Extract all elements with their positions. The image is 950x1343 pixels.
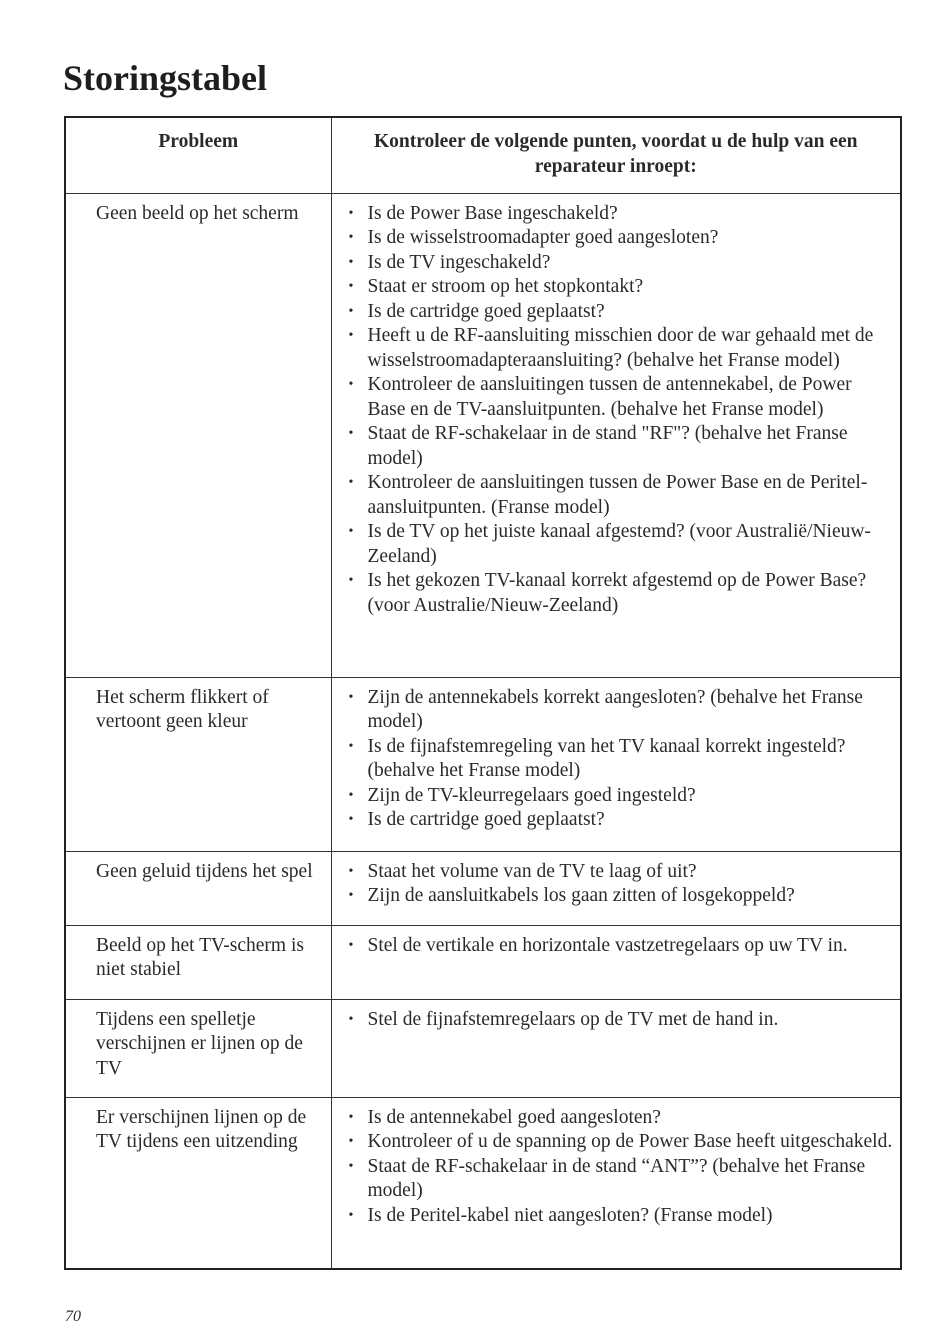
bullet-icon: • [348, 279, 354, 294]
table-row [65, 1097, 901, 1269]
check-item [346, 1106, 895, 1131]
check-item [346, 373, 895, 422]
check-text: Stel de fijnafstemregelaars op de TV met de hand in. [367, 1008, 779, 1030]
check-text: Staat de RF-schakelaar in de stand “ANT”? (behalve het Franse model) [367, 1155, 866, 1201]
problem-cell: Geen geluid tijdens het spel [65, 851, 331, 925]
check-item [346, 934, 895, 959]
problem-cell: Tijdens een spelletje verschijnen er lijnen op de TV [65, 999, 331, 1097]
table-header-row [65, 117, 901, 193]
check-item [346, 324, 895, 373]
check-item [346, 1204, 895, 1229]
check-text: Is de fijnafstemregeling van het TV kanaal korrekt ingesteld? (behalve het Franse model) [367, 735, 846, 781]
check-item [346, 1155, 895, 1204]
check-list [346, 202, 895, 619]
bullet-icon: • [348, 863, 354, 879]
bullet-icon: • [348, 937, 354, 953]
bullet-icon: • [348, 230, 354, 245]
check-list [346, 1008, 895, 1033]
problem-cell: Geen beeld op het scherm [65, 193, 331, 677]
bullet-icon: • [348, 787, 354, 803]
check-text: Kontroleer de aansluitingen tussen de Power Base en de Peritel-aansluitpunten. (Franse model) [367, 472, 868, 518]
page-number: 70 [65, 1308, 81, 1325]
column-header-problem: Probleem [65, 117, 331, 193]
check-text: Zijn de antennekabels korrekt aangesloten? (behalve het Franse model) [367, 686, 863, 732]
troubleshooting-table [64, 116, 902, 1270]
bullet-icon: • [348, 812, 354, 827]
bullet-icon: • [348, 689, 354, 705]
check-item [346, 202, 895, 227]
table-row [65, 677, 901, 851]
check-list [346, 934, 895, 959]
check-item [346, 1130, 895, 1155]
check-text: Is de cartridge goed geplaatst? [367, 809, 605, 830]
problem-cell: Er verschijnen lijnen op de TV tijdens een uitzending [65, 1097, 331, 1269]
check-item [346, 735, 895, 784]
check-item [346, 860, 895, 885]
check-item [346, 275, 895, 300]
bullet-icon: • [348, 1109, 354, 1125]
checks-cell [331, 999, 901, 1097]
bullet-icon: • [348, 1158, 354, 1174]
check-item [346, 251, 895, 276]
bullet-icon: • [348, 475, 354, 490]
bullet-icon: • [348, 888, 354, 903]
bullet-icon: • [348, 328, 354, 343]
check-item [346, 569, 895, 618]
check-text: Staat het volume van de TV te laag of uit? [367, 860, 697, 882]
table-body [65, 193, 901, 1269]
bullet-icon: • [348, 1207, 354, 1223]
check-text: Stel de vertikale en horizontale vastzetregelaars op uw TV in. [367, 934, 848, 956]
check-text: Staat er stroom op het stopkontakt? [367, 276, 644, 297]
bullet-icon: • [348, 524, 354, 539]
bullet-icon: • [348, 377, 354, 392]
check-text: Is de TV op het juiste kanaal afgestemd? (voor Australië/Nieuw-Zeeland) [367, 521, 871, 567]
bullet-icon: • [348, 738, 354, 754]
bullet-icon: • [348, 205, 354, 221]
check-item [346, 1008, 895, 1033]
check-item [346, 686, 895, 735]
check-text: Kontroleer of u de spanning op de Power Base heeft uitgeschakeld. [367, 1131, 893, 1152]
check-text: Is de TV ingeschakeld? [367, 251, 551, 273]
check-text: Is het gekozen TV-kanaal korrekt afgestemd op de Power Base? (voor Australie/Nieuw-Zeeland) [367, 570, 867, 616]
table-row [65, 999, 901, 1097]
check-list [346, 1106, 895, 1229]
check-text: Kontroleer de aansluitingen tussen de antennekabel, de Power Base en de TV-aansluitpunten. (behalve het Franse model) [367, 374, 852, 420]
problem-cell: Beeld op het TV-scherm is niet stabiel [65, 925, 331, 999]
table-row [65, 193, 901, 677]
check-text: Is de cartridge goed geplaatst? [367, 300, 605, 322]
checks-cell [331, 925, 901, 999]
check-text: Is de wisselstroomadapter goed aangesloten? [367, 227, 719, 248]
check-item [346, 226, 895, 251]
bullet-icon: • [348, 573, 354, 588]
check-item [346, 808, 895, 833]
check-text: Is de Peritel-kabel niet aangesloten? (Franse model) [367, 1204, 773, 1226]
check-item [346, 784, 895, 809]
check-item [346, 471, 895, 520]
page-title: Storingstabel [63, 58, 268, 98]
check-text: Zijn de TV-kleurregelaars goed ingesteld? [367, 784, 696, 806]
check-item [346, 300, 895, 325]
check-text: Is de antennekabel goed aangesloten? [367, 1106, 661, 1128]
check-list [346, 860, 895, 909]
bullet-icon: • [348, 1011, 354, 1027]
check-text: Zijn de aansluitkabels los gaan zitten of losgekoppeld? [367, 885, 795, 906]
check-text: Heeft u de RF-aansluiting misschien door de war gehaald met de wisselstroomadapteraansluiting? (behalve het Franse model) [367, 325, 874, 371]
checks-cell [331, 851, 901, 925]
check-text: Is de Power Base ingeschakeld? [367, 202, 618, 224]
check-item [346, 520, 895, 569]
check-text: Staat de RF-schakelaar in de stand "RF"? (behalve het Franse model) [367, 423, 848, 469]
check-list [346, 686, 895, 833]
check-item [346, 884, 895, 909]
bullet-icon: • [348, 303, 354, 319]
table-row [65, 851, 901, 925]
bullet-icon: • [348, 426, 354, 441]
checks-cell [331, 677, 901, 851]
checks-cell [331, 193, 901, 677]
column-header-check: Kontroleer de volgende punten, voordat u de hulp van een reparateur inroept: [331, 117, 901, 193]
table-row [65, 925, 901, 999]
checks-cell [331, 1097, 901, 1269]
bullet-icon: • [348, 1134, 354, 1149]
bullet-icon: • [348, 254, 354, 270]
check-item [346, 422, 895, 471]
problem-cell: Het scherm flikkert of vertoont geen kleur [65, 677, 331, 851]
